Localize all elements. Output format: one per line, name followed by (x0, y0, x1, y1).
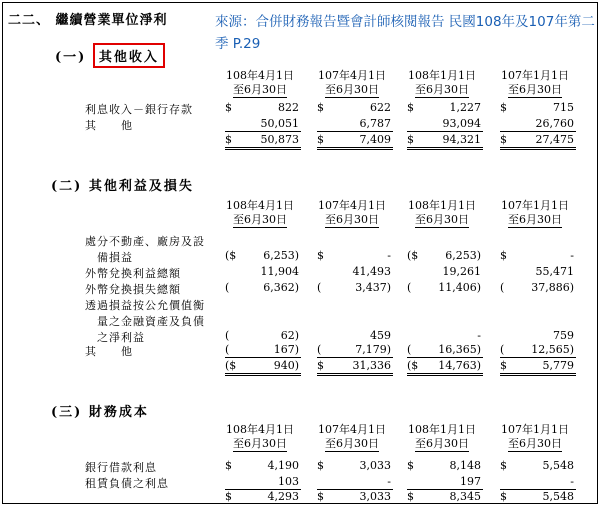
table-cell: - (477, 329, 481, 342)
table-cell: 12,565) (531, 343, 574, 356)
total-double-rule (317, 147, 393, 150)
column-header-line1: 108年1月1日 (408, 423, 476, 436)
column-header (490, 423, 580, 452)
total-cell: 94,321 (442, 133, 481, 146)
total-cell: 940) (273, 359, 299, 372)
section-1-title: 其他收入 (93, 43, 165, 68)
column-header-line2: 至6月30日 (233, 437, 287, 450)
column-header-line1: 108年1月1日 (408, 69, 476, 82)
currency-prefix: ( (317, 343, 322, 356)
currency-prefix: $ (407, 490, 414, 503)
column-header-line1: 108年4月1日 (226, 199, 294, 212)
source-note: 來源：合併財務報告暨會計師核閱報告 民國108年及107年第二季 P.29 (215, 14, 595, 52)
table-cell: 6,253) (445, 249, 481, 262)
subtotal-rule (407, 357, 483, 358)
table-cell: - (570, 249, 574, 262)
column-header-line1: 108年4月1日 (226, 423, 294, 436)
section-3-prefix: (三) (51, 405, 83, 420)
column-header (215, 199, 305, 228)
column-header (215, 69, 305, 98)
column-header (397, 423, 487, 452)
column-header-line1: 107年4月1日 (318, 199, 386, 212)
currency-prefix: ( (225, 329, 230, 342)
table-cell: 26,760 (535, 117, 574, 130)
section-2-heading (51, 175, 194, 194)
table-cell: 37,886) (531, 281, 574, 294)
section-2-prefix: (二) (51, 179, 83, 194)
table-cell: 6,253) (263, 249, 299, 262)
table-cell: 5,548 (542, 459, 574, 472)
currency-prefix: ( (407, 343, 412, 356)
total-cell: 31,336 (352, 359, 391, 372)
currency-prefix: ( (317, 281, 322, 294)
row-label: 外幣兌換損失總額 (85, 283, 181, 296)
currency-prefix: ($ (407, 359, 419, 372)
subtotal-rule (317, 357, 393, 358)
column-header (307, 69, 397, 98)
row-label: 透過損益按公允價值衡 (85, 299, 205, 312)
subtotal-rule (225, 131, 301, 132)
column-header-line2: 至6月30日 (415, 213, 469, 226)
subtotal-rule (500, 357, 576, 358)
row-label: 外幣兌換利益總額 (85, 267, 181, 280)
currency-prefix: $ (225, 101, 232, 114)
total-cell: 8,345 (449, 490, 481, 503)
section-1-heading (55, 43, 165, 68)
currency-prefix: $ (317, 359, 324, 372)
row-label: 量之金融資產及負債 (85, 315, 205, 328)
row-label: 之淨利益 (85, 331, 145, 344)
currency-prefix: $ (500, 490, 507, 503)
total-double-rule (407, 373, 483, 376)
table-cell: 41,493 (352, 265, 391, 278)
table-cell: 7,179) (355, 343, 391, 356)
currency-prefix: $ (500, 249, 507, 262)
column-header-line1: 107年4月1日 (318, 423, 386, 436)
currency-prefix: ( (500, 281, 505, 294)
table-cell: 11,904 (260, 265, 299, 278)
subtotal-rule (500, 131, 576, 132)
currency-prefix: $ (317, 101, 324, 114)
table-cell: 759 (553, 329, 574, 342)
currency-prefix: ($ (225, 359, 237, 372)
total-cell: 27,475 (535, 133, 574, 146)
section-3-title: 財務成本 (88, 405, 149, 420)
table-cell: 1,227 (449, 101, 481, 114)
currency-prefix: $ (225, 133, 232, 146)
column-header (490, 69, 580, 98)
column-header-line1: 107年1月1日 (501, 69, 569, 82)
table-cell: 822 (278, 101, 299, 114)
table-cell: 93,094 (442, 117, 481, 130)
total-cell: 14,763) (438, 359, 481, 372)
total-double-rule (225, 373, 301, 376)
total-cell: 7,409 (359, 133, 391, 146)
currency-prefix: $ (225, 459, 232, 472)
total-double-rule (500, 503, 576, 504)
table-cell: 11,406) (438, 281, 481, 294)
column-header (307, 199, 397, 228)
column-header-line2: 至6月30日 (415, 437, 469, 450)
row-label: 租賃負債之利息 (85, 477, 169, 490)
table-cell: 167) (273, 343, 299, 356)
table-cell: 4,190 (267, 459, 299, 472)
currency-prefix: ($ (407, 249, 419, 262)
currency-prefix: ( (225, 281, 230, 294)
table-cell: - (387, 249, 391, 262)
table-cell: 50,051 (260, 117, 299, 130)
total-double-rule (225, 147, 301, 150)
table-cell: 62) (280, 329, 299, 342)
currency-prefix: ( (225, 343, 230, 356)
subtotal-rule (407, 131, 483, 132)
column-header-line2: 至6月30日 (233, 83, 287, 96)
section-2-title: 其他利益及損失 (88, 179, 194, 194)
column-header-line1: 107年4月1日 (318, 69, 386, 82)
currency-prefix: $ (317, 459, 324, 472)
column-header-line2: 至6月30日 (325, 213, 379, 226)
column-header-line2: 至6月30日 (508, 437, 562, 450)
column-header-line2: 至6月30日 (508, 213, 562, 226)
column-header-line1: 108年4月1日 (226, 69, 294, 82)
total-double-rule (407, 147, 483, 150)
currency-prefix: $ (317, 249, 324, 262)
currency-prefix: ( (500, 343, 505, 356)
section-1-prefix: (一) (55, 50, 87, 65)
table-cell: 6,787 (359, 117, 391, 130)
page-title: 二二、 繼續營業單位淨利 (8, 13, 168, 28)
currency-prefix: $ (317, 490, 324, 503)
column-header (215, 423, 305, 452)
total-double-rule (500, 373, 576, 376)
table-cell: 55,471 (535, 265, 574, 278)
table-cell: 197 (460, 475, 481, 488)
column-header-line2: 至6月30日 (415, 83, 469, 96)
row-label: 處分不動產、廠房及設 (85, 235, 205, 248)
subtotal-rule (317, 131, 393, 132)
currency-prefix: $ (500, 133, 507, 146)
total-double-rule (500, 147, 576, 150)
table-cell: 3,437) (355, 281, 391, 294)
table-cell: - (570, 475, 574, 488)
subtotal-rule (225, 357, 301, 358)
column-header-line2: 至6月30日 (325, 83, 379, 96)
financial-note-page (2, 2, 598, 504)
column-header (397, 199, 487, 228)
table-cell: 622 (370, 101, 391, 114)
total-double-rule (225, 503, 301, 504)
table-cell: 6,362) (263, 281, 299, 294)
row-label: 銀行借款利息 (85, 461, 157, 474)
total-double-rule (317, 503, 393, 504)
table-cell: 103 (278, 475, 299, 488)
column-header-line2: 至6月30日 (233, 213, 287, 226)
table-cell: 459 (370, 329, 391, 342)
total-cell: 5,779 (542, 359, 574, 372)
total-cell: 4,293 (267, 490, 299, 503)
table-cell: 19,261 (442, 265, 481, 278)
row-label: 備損益 (85, 251, 133, 264)
total-cell: 50,873 (260, 133, 299, 146)
column-header (397, 69, 487, 98)
row-label: 其 他 (85, 345, 133, 358)
column-header-line2: 至6月30日 (325, 437, 379, 450)
total-cell: 3,033 (359, 490, 391, 503)
total-double-rule (407, 503, 483, 504)
column-header-line1: 107年1月1日 (501, 199, 569, 212)
currency-prefix: $ (407, 133, 414, 146)
currency-prefix: $ (500, 359, 507, 372)
column-header-line1: 108年1月1日 (408, 199, 476, 212)
column-header-line1: 107年1月1日 (501, 423, 569, 436)
column-header-line2: 至6月30日 (508, 83, 562, 96)
currency-prefix: $ (407, 101, 414, 114)
currency-prefix: $ (500, 101, 507, 114)
currency-prefix: $ (317, 133, 324, 146)
table-cell: 3,033 (359, 459, 391, 472)
column-header (307, 423, 397, 452)
column-header (490, 199, 580, 228)
table-cell: 16,365) (438, 343, 481, 356)
currency-prefix: ($ (225, 249, 237, 262)
section-3-heading (51, 401, 149, 420)
currency-prefix: $ (500, 459, 507, 472)
table-cell: - (387, 475, 391, 488)
total-cell: 5,548 (542, 490, 574, 503)
total-double-rule (317, 373, 393, 376)
currency-prefix: $ (225, 490, 232, 503)
row-label: 其 他 (85, 119, 133, 132)
currency-prefix: ( (407, 281, 412, 294)
row-label: 利息收入－銀行存款 (85, 103, 193, 116)
table-cell: 8,148 (449, 459, 481, 472)
currency-prefix: $ (407, 459, 414, 472)
table-cell: 715 (553, 101, 574, 114)
